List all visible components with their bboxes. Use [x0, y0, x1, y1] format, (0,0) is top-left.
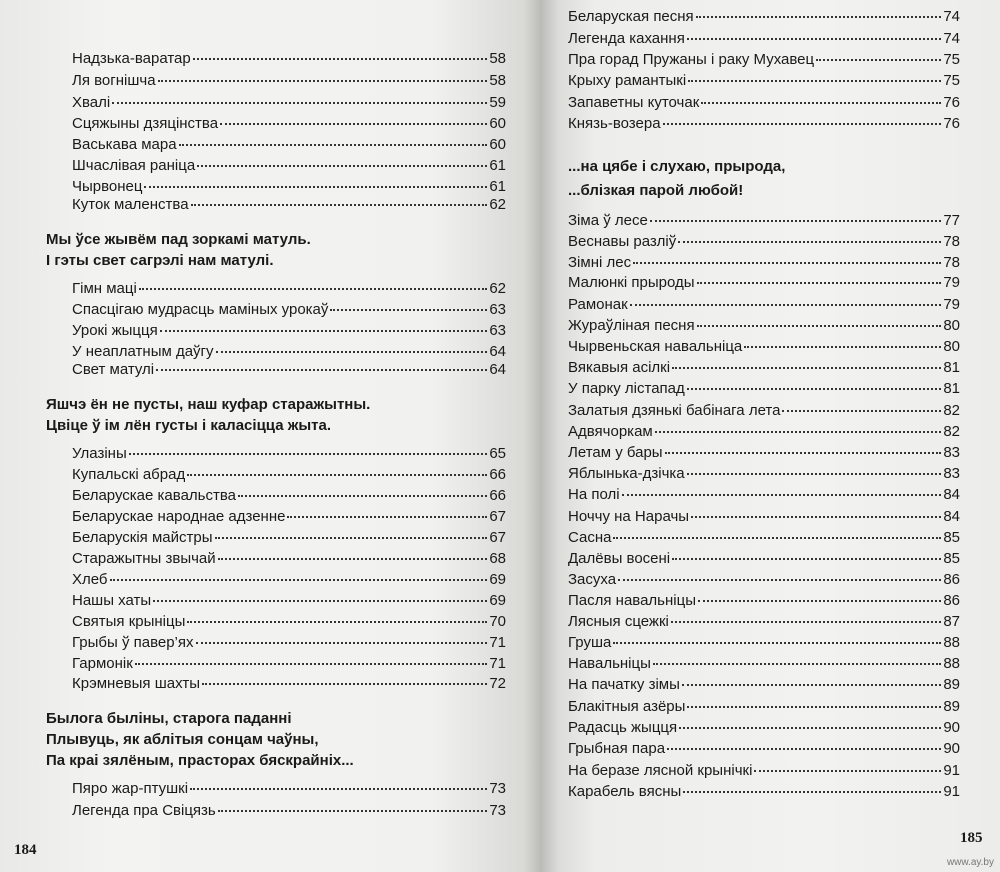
toc-entry-title: Гімн маці: [72, 280, 137, 297]
toc-entry-title: Залатыя дзянькі бабінага лета: [568, 402, 781, 419]
section-heading-line: Плывуць, як аблітыя сонцам чаўны,: [46, 731, 319, 748]
dot-leader: [816, 59, 941, 61]
toc-entry[interactable]: [568, 613, 960, 631]
dot-leader: [667, 748, 941, 750]
toc-entry[interactable]: [568, 254, 960, 272]
toc-entry[interactable]: [568, 486, 960, 504]
toc-entry[interactable]: [568, 465, 960, 483]
toc-entry-page: 91: [943, 762, 960, 779]
dot-leader: [665, 452, 942, 454]
toc-entry-page: 69: [489, 571, 506, 588]
toc-entry[interactable]: [568, 423, 960, 441]
toc-entry-title: Веснавы разліў: [568, 233, 677, 250]
toc-entry-page: 59: [489, 94, 506, 111]
toc-entry-title: Рамонак: [568, 296, 628, 313]
toc-entry-title: Пасля навальніцы: [568, 592, 696, 609]
toc-entry-page: 85: [943, 529, 960, 546]
dot-leader: [696, 16, 942, 18]
toc-entry-title: Ля вогнішча: [72, 72, 156, 89]
toc-entry-title: Карабель вясны: [568, 783, 682, 800]
toc-entry-page: 89: [943, 698, 960, 715]
toc-entry[interactable]: [72, 571, 506, 589]
toc-entry[interactable]: [568, 592, 960, 610]
dot-leader: [112, 102, 487, 104]
dot-leader: [139, 288, 488, 290]
toc-entry-title: Ноччу на Нарачы: [568, 508, 690, 525]
dot-leader: [196, 642, 488, 644]
dot-leader: [129, 453, 488, 455]
toc-entry[interactable]: [568, 233, 960, 251]
toc-entry-page: 83: [943, 444, 960, 461]
toc-entry[interactable]: [72, 802, 506, 820]
toc-entry-page: 61: [489, 178, 506, 195]
toc-entry-page: 68: [489, 550, 506, 567]
toc-entry-page: 88: [943, 634, 960, 651]
toc-entry[interactable]: [568, 72, 960, 90]
toc-entry-page: 75: [943, 51, 960, 68]
toc-entry-title: Гармонік: [72, 655, 133, 672]
toc-entry-title: Пра горад Пружаны і раку Мухавец: [568, 51, 815, 68]
dot-leader: [691, 516, 941, 518]
toc-entry-title: Улазіны: [72, 445, 127, 462]
toc-entry[interactable]: [568, 529, 960, 547]
toc-entry-page: 63: [489, 322, 506, 339]
toc-entry-page: 78: [943, 254, 960, 271]
dot-leader: [683, 791, 941, 793]
toc-entry-title: Грыбная пара: [568, 740, 666, 757]
toc-entry-page: 79: [943, 274, 960, 291]
toc-entry-title: Спасцігаю мудрасць маміных урокаў: [72, 301, 329, 318]
toc-entry-page: 91: [943, 783, 960, 800]
toc-entry-title: Грыбы ў павер’ях: [72, 634, 194, 651]
toc-entry-page: 76: [943, 94, 960, 111]
left-page-number: 184: [14, 842, 37, 858]
toc-entry-page: 79: [943, 296, 960, 313]
toc-entry[interactable]: [72, 136, 506, 154]
toc-entry-title: Свет матулі: [72, 361, 155, 378]
dot-leader: [687, 388, 942, 390]
toc-entry-page: 86: [943, 571, 960, 588]
toc-entry-title: Малюнкі прыроды: [568, 274, 695, 291]
dot-leader: [671, 621, 941, 623]
dot-leader: [672, 558, 941, 560]
toc-entry[interactable]: [568, 274, 960, 292]
right-page-number: 185: [960, 830, 983, 846]
toc-entry[interactable]: [568, 359, 960, 377]
dot-leader: [687, 706, 941, 708]
dot-leader: [160, 330, 488, 332]
dot-leader: [153, 600, 487, 602]
toc-entry[interactable]: [568, 508, 960, 526]
dot-leader: [144, 186, 487, 188]
toc-entry-page: 67: [489, 508, 506, 525]
toc-entry-page: 66: [489, 487, 506, 504]
toc-entry-page: 75: [943, 72, 960, 89]
toc-entry-page: 90: [943, 740, 960, 757]
toc-entry-page: 87: [943, 613, 960, 630]
dot-leader: [218, 558, 488, 560]
toc-entry-page: 89: [943, 676, 960, 693]
dot-leader: [158, 80, 488, 82]
dot-leader: [697, 282, 942, 284]
toc-entry[interactable]: [72, 445, 506, 463]
toc-entry-page: 90: [943, 719, 960, 736]
toc-entry-title: Беларускае народнае адзенне: [72, 508, 286, 525]
toc-entry-title: Сцяжыны дзяцінства: [72, 115, 219, 132]
dot-leader: [187, 474, 487, 476]
toc-entry-title: Далёвы восені: [568, 550, 671, 567]
toc-entry[interactable]: [568, 338, 960, 356]
toc-entry-title: Груша: [568, 634, 612, 651]
dot-leader: [630, 304, 942, 306]
toc-entry[interactable]: [568, 655, 960, 673]
toc-entry-title: Радасць жыцця: [568, 719, 678, 736]
toc-entry-title: На пачатку зімы: [568, 676, 680, 693]
toc-entry-page: 62: [489, 280, 506, 297]
toc-entry-page: 85: [943, 550, 960, 567]
toc-entry-page: 69: [489, 592, 506, 609]
toc-entry-title: Князь-возера: [568, 115, 661, 132]
toc-entry-title: Беларуская песня: [568, 8, 694, 25]
toc-entry[interactable]: [568, 676, 960, 694]
dot-leader: [687, 38, 941, 40]
toc-entry-page: 76: [943, 115, 960, 132]
toc-entry[interactable]: [72, 343, 506, 361]
toc-entry[interactable]: [72, 780, 506, 798]
toc-entry-title: Лясныя сцежкі: [568, 613, 669, 630]
toc-entry[interactable]: [72, 72, 506, 90]
section-heading-line: Былога быліны, старога паданні: [46, 710, 292, 727]
toc-entry-page: 82: [943, 402, 960, 419]
toc-entry-title: Блакітныя азёры: [568, 698, 686, 715]
toc-entry-page: 71: [489, 655, 506, 672]
toc-entry[interactable]: [568, 634, 960, 652]
dot-leader: [193, 58, 488, 60]
toc-entry-title: Крэмневыя шахты: [72, 675, 201, 692]
dot-leader: [179, 144, 488, 146]
toc-entry-page: 82: [943, 423, 960, 440]
toc-entry-title: На полі: [568, 486, 620, 503]
toc-entry-title: Хвалі: [72, 94, 111, 111]
toc-entry[interactable]: [568, 212, 960, 230]
toc-entry-title: Чырвонец: [72, 178, 143, 195]
toc-entry[interactable]: [72, 157, 506, 175]
toc-entry[interactable]: [72, 675, 506, 693]
toc-entry[interactable]: [72, 196, 506, 214]
toc-entry-page: 70: [489, 613, 506, 630]
toc-entry-page: 86: [943, 592, 960, 609]
toc-entry-title: Чырвеньская навальніца: [568, 338, 743, 355]
toc-entry[interactable]: [72, 50, 506, 68]
toc-entry[interactable]: [568, 51, 960, 69]
toc-entry-title: Сасна: [568, 529, 612, 546]
toc-entry-title: Крыху рамантыкі: [568, 72, 687, 89]
toc-entry[interactable]: [568, 698, 960, 716]
toc-entry-title: Беларускія майстры: [72, 529, 213, 546]
toc-entry[interactable]: [568, 94, 960, 112]
toc-entry-page: 60: [489, 136, 506, 153]
toc-entry-page: 84: [943, 508, 960, 525]
toc-entry-page: 61: [489, 157, 506, 174]
dot-leader: [679, 727, 941, 729]
toc-entry-page: 58: [489, 72, 506, 89]
toc-entry-title: Купальскі абрад: [72, 466, 186, 483]
dot-leader: [238, 495, 487, 497]
toc-entry[interactable]: [568, 115, 960, 133]
toc-entry-title: Старажытны звычай: [72, 550, 216, 567]
toc-entry[interactable]: [72, 361, 506, 379]
dot-leader: [187, 621, 487, 623]
toc-entry[interactable]: [72, 592, 506, 610]
toc-entry[interactable]: [568, 762, 960, 780]
toc-entry-title: Жураўліная песня: [568, 317, 695, 334]
toc-entry-title: Запаветны куточак: [568, 94, 700, 111]
toc-entry-title: Вякавыя асілкі: [568, 359, 671, 376]
dot-leader: [197, 165, 487, 167]
toc-entry[interactable]: [568, 740, 960, 758]
dot-leader: [744, 346, 941, 348]
toc-entry[interactable]: [72, 550, 506, 568]
toc-entry[interactable]: [72, 487, 506, 505]
right-page: [540, 0, 1000, 872]
toc-entry-page: 62: [489, 196, 506, 213]
dot-leader: [202, 683, 487, 685]
toc-entry-page: 72: [489, 675, 506, 692]
dot-leader: [287, 516, 487, 518]
dot-leader: [330, 309, 487, 311]
toc-entry[interactable]: [72, 280, 506, 298]
dot-leader: [701, 102, 941, 104]
dot-leader: [678, 241, 941, 243]
toc-entry-title: Пяро жар-птушкі: [72, 780, 189, 797]
toc-entry-page: 80: [943, 338, 960, 355]
section-heading-line: І гэты свет сагрэлі нам матулі.: [46, 252, 274, 269]
toc-entry-page: 71: [489, 634, 506, 651]
toc-entry-title: Урокі жыцця: [72, 322, 158, 339]
toc-entry-page: 88: [943, 655, 960, 672]
toc-entry-title: Легенда кахання: [568, 30, 685, 47]
section-heading-line: Па краі зялёным, прасторах бяскрайніх...: [46, 752, 354, 769]
toc-entry-page: 80: [943, 317, 960, 334]
toc-entry[interactable]: [568, 719, 960, 737]
toc-entry-title: На беразе лясной крынічкі: [568, 762, 753, 779]
section-heading-line: ...блізкая парой любой!: [568, 182, 744, 199]
dot-leader: [782, 410, 941, 412]
toc-entry-title: Васькава мара: [72, 136, 177, 153]
dot-leader: [613, 642, 941, 644]
toc-entry[interactable]: [72, 322, 506, 340]
toc-entry-title: Надзька-варатар: [72, 50, 191, 67]
toc-entry-page: 73: [489, 802, 506, 819]
toc-entry-title: Зіма ў лесе: [568, 212, 648, 229]
toc-entry-page: 74: [943, 30, 960, 47]
dot-leader: [220, 123, 487, 125]
toc-entry[interactable]: [72, 115, 506, 133]
dot-leader: [191, 204, 488, 206]
toc-entry-title: Адвячоркам: [568, 423, 653, 440]
toc-entry-page: 74: [943, 8, 960, 25]
toc-entry[interactable]: [568, 8, 960, 26]
dot-leader: [110, 579, 488, 581]
toc-entry-title: Святыя крыніцы: [72, 613, 186, 630]
toc-entry[interactable]: [568, 444, 960, 462]
dot-leader: [682, 684, 941, 686]
section-heading-line: Мы ўсе жывём пад зоркамі матуль.: [46, 231, 311, 248]
dot-leader: [218, 810, 488, 812]
toc-entry-page: 66: [489, 466, 506, 483]
toc-entry-page: 65: [489, 445, 506, 462]
toc-entry-page: 84: [943, 486, 960, 503]
dot-leader: [156, 369, 487, 371]
toc-entry[interactable]: [72, 301, 506, 319]
dot-leader: [688, 80, 941, 82]
dot-leader: [698, 600, 941, 602]
toc-entry[interactable]: [568, 296, 960, 314]
toc-entry[interactable]: [72, 508, 506, 526]
toc-entry-page: 81: [943, 380, 960, 397]
section-heading-line: Яшчэ ён не пусты, наш куфар старажытны.: [46, 396, 371, 413]
toc-entry-title: У парку лістапад: [568, 380, 685, 397]
watermark: www.ay.by: [946, 857, 994, 868]
toc-entry[interactable]: [568, 380, 960, 398]
dot-leader: [613, 537, 941, 539]
toc-entry[interactable]: [72, 613, 506, 631]
toc-entry-page: 58: [489, 50, 506, 67]
toc-entry[interactable]: [72, 94, 506, 112]
toc-entry-title: Куток маленства: [72, 196, 189, 213]
toc-entry[interactable]: [568, 550, 960, 568]
dot-leader: [754, 770, 941, 772]
dot-leader: [672, 367, 941, 369]
toc-entry[interactable]: [72, 466, 506, 484]
toc-entry[interactable]: [72, 655, 506, 673]
toc-entry-page: 73: [489, 780, 506, 797]
toc-entry[interactable]: [72, 178, 506, 196]
toc-entry[interactable]: [568, 783, 960, 801]
dot-leader: [655, 431, 942, 433]
dot-leader: [653, 663, 941, 665]
dot-leader: [650, 220, 941, 222]
dot-leader: [190, 788, 487, 790]
toc-entry-page: 64: [489, 343, 506, 360]
toc-entry-title: Летам у бары: [568, 444, 663, 461]
toc-entry[interactable]: [568, 571, 960, 589]
toc-entry[interactable]: [72, 529, 506, 547]
toc-entry-page: 83: [943, 465, 960, 482]
toc-entry-title: Засуха: [568, 571, 617, 588]
toc-entry-title: Нашы хаты: [72, 592, 152, 609]
toc-entry-title: Навальніцы: [568, 655, 651, 672]
dot-leader: [216, 351, 488, 353]
toc-entry-title: Беларускае кавальства: [72, 487, 236, 504]
toc-entry-title: Хлеб: [72, 571, 108, 588]
toc-entry-page: 67: [489, 529, 506, 546]
toc-entry[interactable]: [568, 317, 960, 335]
toc-entry-title: Яблынька-дзічка: [568, 465, 685, 482]
dot-leader: [663, 123, 942, 125]
toc-entry-page: 78: [943, 233, 960, 250]
dot-leader: [633, 262, 941, 264]
toc-entry-title: Легенда пра Свіцязь: [72, 802, 216, 819]
dot-leader: [618, 579, 941, 581]
toc-entry[interactable]: [568, 30, 960, 48]
dot-leader: [697, 325, 942, 327]
toc-entry-page: 64: [489, 361, 506, 378]
toc-entry-page: 81: [943, 359, 960, 376]
toc-entry-page: 60: [489, 115, 506, 132]
dot-leader: [687, 473, 942, 475]
dot-leader: [215, 537, 488, 539]
toc-entry[interactable]: [72, 634, 506, 652]
toc-entry[interactable]: [568, 402, 960, 420]
dot-leader: [622, 494, 942, 496]
toc-entry-page: 77: [943, 212, 960, 229]
toc-entry-title: Зімні лес: [568, 254, 632, 271]
toc-entry-title: У неаплатным даўгу: [72, 343, 214, 360]
toc-entry-page: 63: [489, 301, 506, 318]
section-heading-line: ...на цябе і слухаю, прырода,: [568, 158, 786, 175]
toc-entry-title: Шчаслівая раніца: [72, 157, 196, 174]
dot-leader: [135, 663, 488, 665]
section-heading-line: Цвіце ў ім лён густы і каласіцца жыта.: [46, 417, 331, 434]
